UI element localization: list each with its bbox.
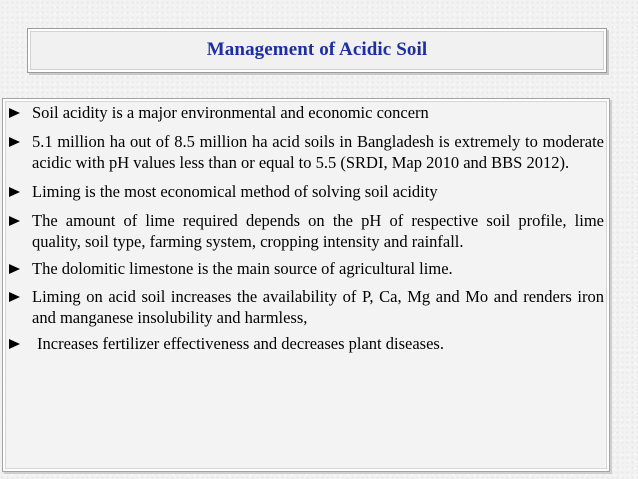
bullet-text: Liming is the most economical method of solving soil acidity — [32, 182, 438, 201]
bullet-item — [8, 181, 604, 202]
bullet-item — [8, 258, 604, 279]
arrowhead-bullet-icon — [9, 216, 20, 226]
bullet-text: The amount of lime required depends on the pH of respective soil profile, lime quality, soil type, farming system, cropping intensity and rainfall. — [32, 211, 604, 251]
title-box — [27, 28, 607, 73]
arrowhead-bullet-icon — [9, 339, 20, 349]
arrowhead-bullet-icon — [9, 264, 20, 274]
slide-title: Management of Acidic Soil — [206, 38, 428, 60]
bullet-text: The dolomitic limestone is the main source of agricultural lime. — [32, 259, 453, 278]
arrowhead-bullet-icon — [9, 137, 20, 147]
bullet-list — [8, 102, 604, 354]
bullet-text: Liming on acid soil increases the availability of P, Ca, Mg and Mo and renders iron and manganese insolubility and harmless, — [32, 287, 604, 327]
bullet-text: 5.1 million ha out of 8.5 million ha acid soils in Bangladesh is extremely to moderate acidic with pH values less than or equal to 5.5 (SRDI, Map 2010 and BBS 2012). — [32, 132, 604, 172]
bullet-item — [8, 210, 604, 252]
bullet-text: Soil acidity is a major environmental and economic concern — [32, 103, 429, 122]
bullet-item — [8, 286, 604, 328]
bullet-item — [8, 333, 604, 354]
bullet-text: Increases fertilizer effectiveness and decreases plant diseases. — [37, 334, 444, 353]
arrowhead-bullet-icon — [9, 108, 20, 118]
arrowhead-bullet-icon — [9, 187, 20, 197]
bullet-item — [8, 102, 604, 123]
arrowhead-bullet-icon — [9, 292, 20, 302]
bullet-item — [8, 131, 604, 173]
